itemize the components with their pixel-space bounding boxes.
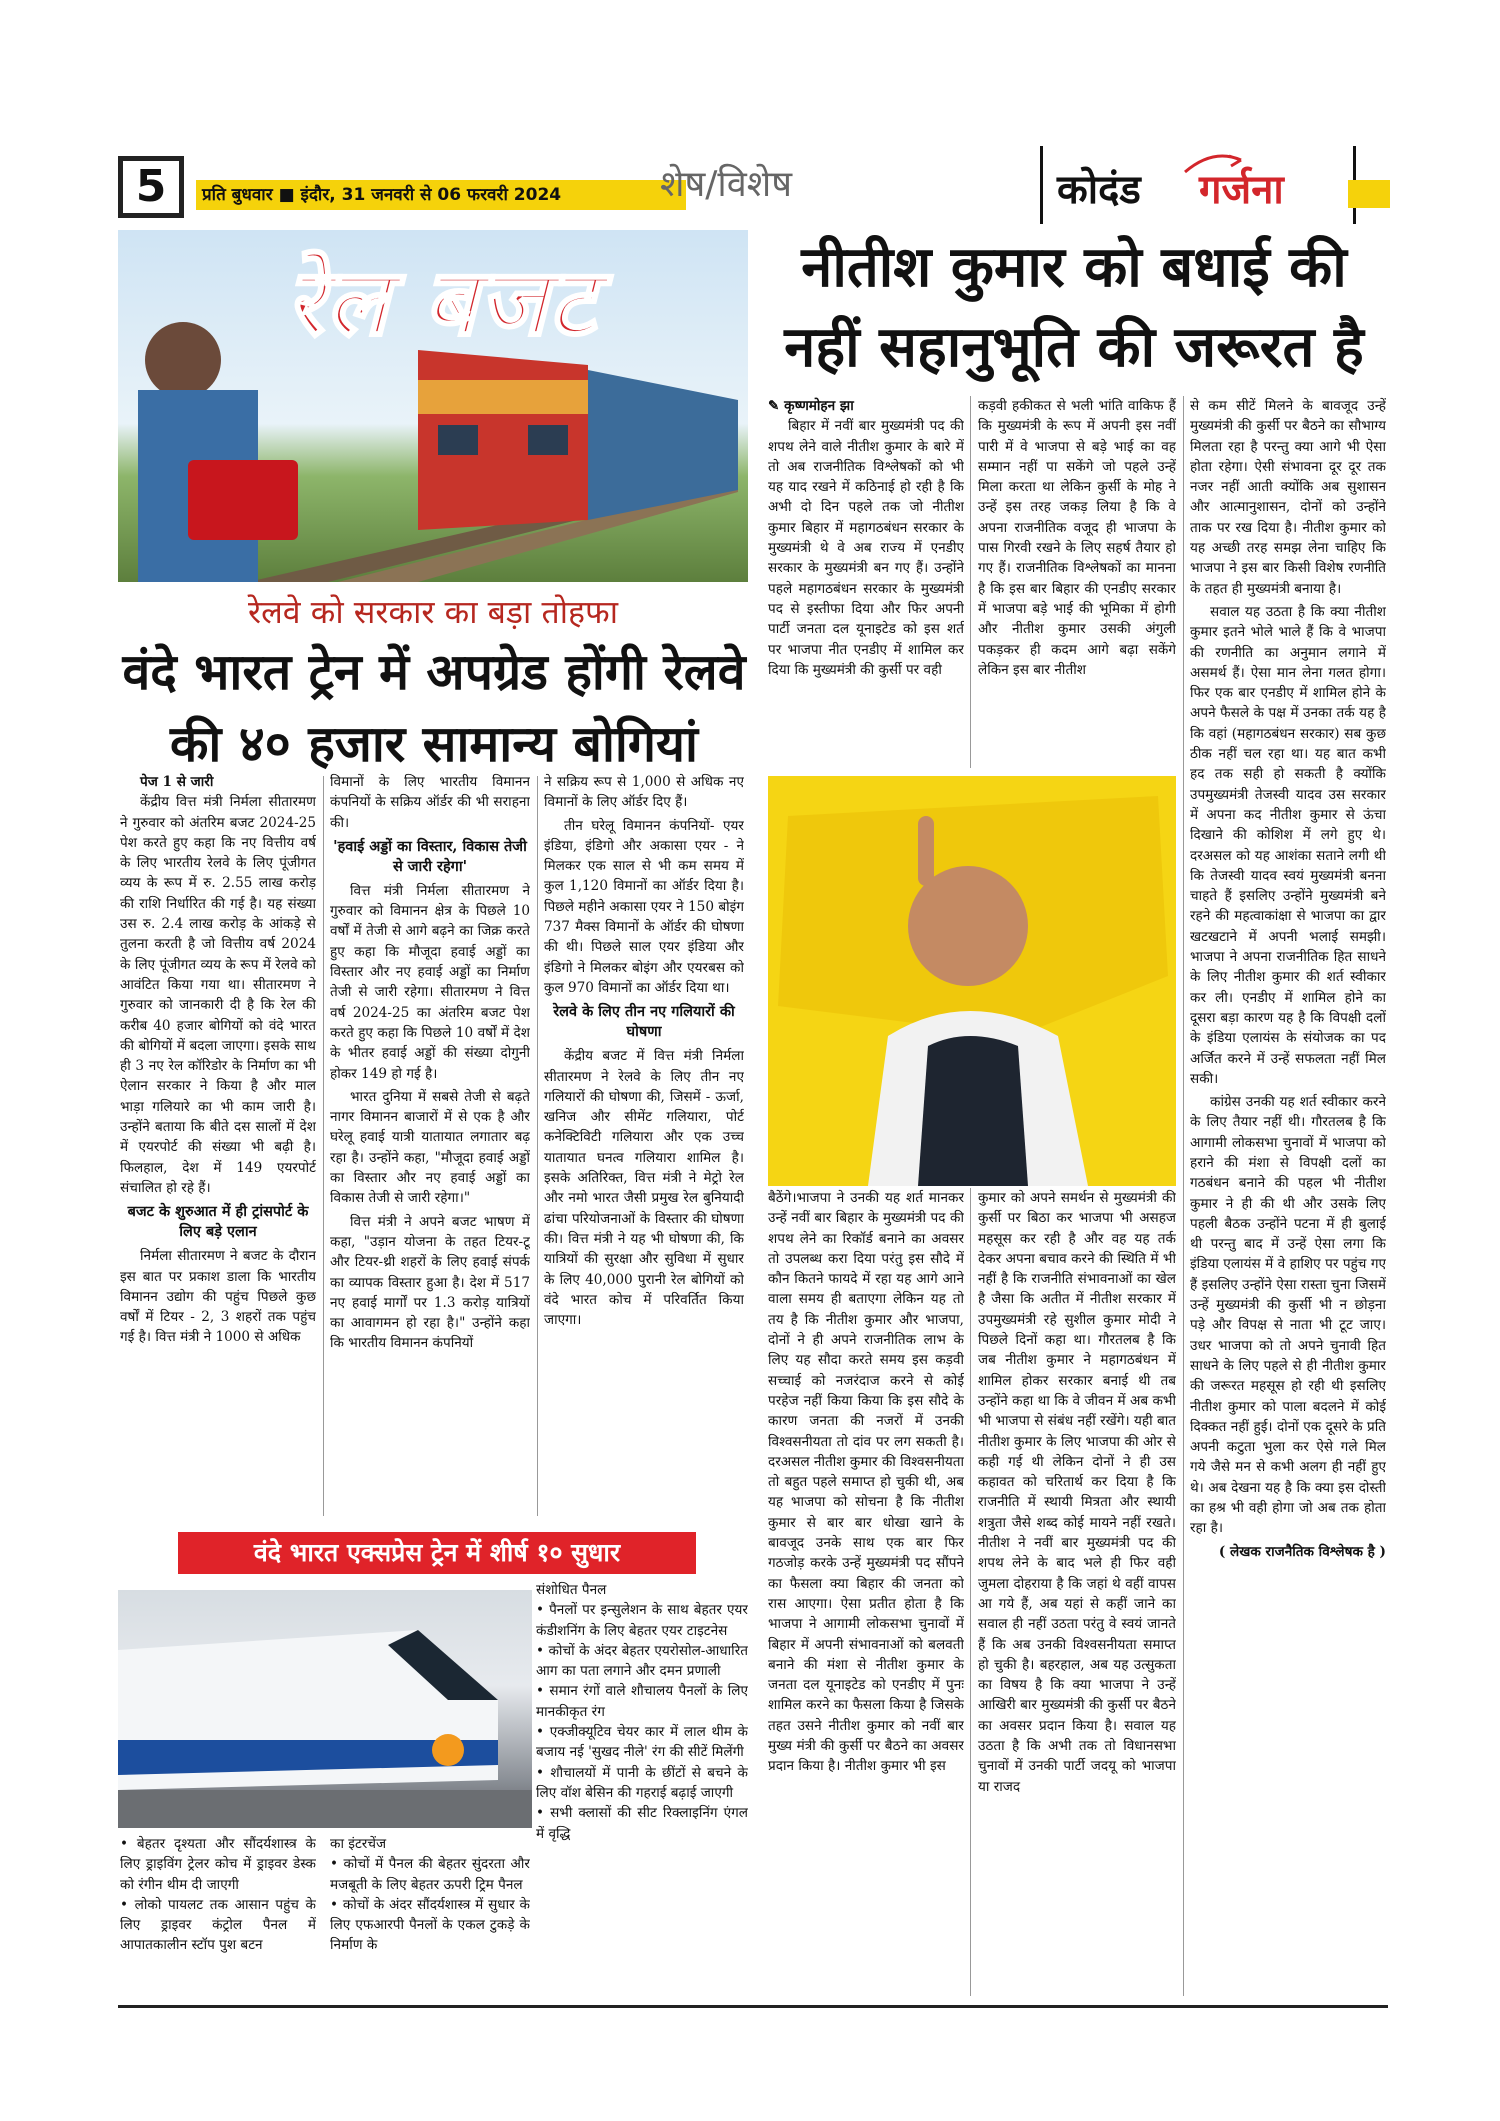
paragraph: ने सक्रिय रूप से 1,000 से अधिक नए विमानों के लिए ऑर्डर दिए हैं। [544, 774, 744, 811]
right-headline [764, 228, 1384, 388]
list-item: • कोचों के अंदर बेहतर एयरोसोल-आधारित आग का पता लगाने और दमन प्रणाली [536, 1642, 748, 1680]
list-item: • शौचालयों में पानी के छींटों से बचने के लिए वॉश बेसिन की गहराई बढ़ाई जाएगी [536, 1764, 748, 1801]
dateline: प्रति बुधवार ■ इंदौर, 31 जनवरी से 06 फरवरी 2024 [202, 185, 562, 205]
vande-mid-list [330, 1834, 530, 1994]
header-accent [1348, 180, 1390, 208]
column-divider [537, 776, 538, 1516]
author-name: कृष्णमोहन झा [784, 398, 854, 414]
right-headline-line1: नीतीश कुमार को बधाई की [801, 235, 1347, 300]
vande-left-list [120, 1834, 316, 1994]
left-col-1 [120, 772, 316, 1516]
masthead-logo [1040, 146, 1356, 224]
left-headline-line1: वंदे भारत ट्रेन में अपग्रेड होंगी रेलवे [122, 643, 746, 701]
list-item: • पैनलों पर इन्सुलेशन के साथ बेहतर एयर कंडीशनिंग के लिए बेहतर एयर टाइटनेस [536, 1602, 748, 1639]
column-divider [970, 1188, 971, 1996]
list-item: का इंटरचेंज [330, 1836, 387, 1852]
paragraph: तीन घरेलू विमानन कंपनियों- एयर इंडिया, इंडिगो और अकासा एयर - ने मिलकर एक साल से भी कम समय में कुल 1,120 विमानों का ऑर्डर दिया है। पिछले महीने अकासा एयर ने 150 बोइंग 737 मैक्स विमानों के ऑर्डर की घोषणा की थी। पिछले साल एयर इंडिया और इंडिगो ने मिलकर बोइंग और एयरबस को कुल 970 विमानों का ऑर्डर दिया था। [544, 817, 744, 996]
list-item: • एक्जीक्यूटिव चेयर कार में लाल थीम के बजाय नई 'सुखद नीले' रंग की सीटें मिलेंगी [536, 1724, 748, 1761]
paragraph: कुमार को अपने समर्थन से मुख्यमंत्री की कुर्सी पर बिठा कर भाजपा भी असहज महसूस कर रही है और वह यह तर्क देकर अपना बचाव करने की स्थिति में भी नहीं है कि राजनीति संभावनाओं का खेल है जैसा कि अतीत में नीतीश सरकार में उपमुख्यमंत्री रहे सुशील कुमार मोदी ने पिछले दिनों कहा था। गौरतलब है कि जब नीतीश कुमार ने महागठबंधन में शामिल होकर सरकार बनाई थी तब उन्होंने कहा था कि वे जीवन में अब कभी भी भाजपा से संबंध नहीं रखेंगे। यही बात नीतीश कुमार के लिए भाजपा की ओर से कही गई थी लेकिन दोनों ने ही उस कहावत को चरितार्थ कर दिया है कि राजनीति में स्थायी मित्रता और स्थायी शत्रुता जैसे शब्द कोई मायने नहीं रखते। नीतीश ने नवीं बार मुख्यमंत्री पद की शपथ लेने के बाद भले ही फिर वही जुमला दोहराया है कि जहां थे वहीं वापस आ गये हैं, अब यहां से कहीं जाने का सवाल ही नहीं उठता परंतु वे स्वयं जानते हैं कि अब उनकी विश्वसनीयता समाप्त हो चुकी है। बहरहाल, अब यह उत्सुकता का विषय है कि क्या भाजपा ने उन्हें आखिरी बार मुख्यमंत्री की कुर्सी पर बैठने का अवसर प्रदान किया है। सवाल यह उठता है कि अभी तक तो विधानसभा चुनावों में उनकी पार्टी जदयू को भाजपा या राजद [978, 1190, 1176, 1795]
dateline-bar [196, 180, 686, 210]
right-col-b-top [978, 396, 1176, 768]
logo-part2: गर्जना [1199, 167, 1284, 213]
paragraph: भारत दुनिया में सबसे तेजी से बढ़ते नागर विमानन बाजारों में से एक है और घरेलू हवाई यात्री यातायात लगातार बढ़ रहा है। उन्होंने कहा, "मौजूदा हवाई अड्डों का विस्तार और नए हवाई अड्डों का विकास तेजी से जारी रहेगा।" [330, 1088, 530, 1207]
paragraph: निर्मला सीतारमण ने बजट के दौरान इस बात पर प्रकाश डाला कि भारतीय विमानन उद्योग की पहुंच पिछले कुछ वर्षों में टियर - 2, 3 शहरों तक पहुंच गई है। वित्त मंत्री ने 1000 से अधिक [120, 1248, 316, 1346]
list-item: संशोधित पैनल [536, 1582, 607, 1598]
paragraph: कड़वी हकीकत से भली भांति वाकिफ हैं कि मुख्यमंत्री के रूप में अपनी इस नवीं पारी में वे भाजपा से बड़े भाई का वह सम्मान नहीं पा सकेंगे जो पहले उन्हें मिला करता था लेकिन कुर्सी के मोह ने उन्हें इस तरह जकड़ लिया है कि वे अपना राजनीतिक वजूद ही भाजपा के पास गिरवी रखने के लिए सहर्ष तैयार हो गए हैं। राजनीतिक विश्लेषकों का मानना है कि इस बार बिहार की एनडीए सरकार में भाजपा बड़े भाई की भूमिका में होगी और नीतीश कुमार उसकी अंगुली पकड़कर ही कदम आगे बढ़ा सकेंगे लेकिन इस बार नीतीश [978, 398, 1176, 678]
list-item: • कोचों के अंदर सौंदर्यशास्त्र में सुधार के लिए एफआरपी पैनलों के एकल टुकड़े के निर्माण के [330, 1896, 530, 1954]
list-item: • सभी क्लासों की सीट रिक्लाइनिंग एंगल में वृद्धि [536, 1805, 748, 1842]
right-col-a-top [768, 396, 964, 768]
page-number: 5 [118, 156, 184, 218]
paragraph: बिहार में नवीं बार मुख्यमंत्री पद की शपथ लेने वाले नीतीश कुमार के बारे में तो अब राजनीतिक विश्लेषकों को भी यह याद रखने में कठिनाई हो रही है कि अभी दो दिन पहले तक जो नीतीश कुमार बिहार में महागठबंधन सरकार के मुख्यमंत्री थे वे अब राज्य में एनडीए सरकार के मुख्यमंत्री बन गए हैं। उन्होंने पहले महागठबंधन सरकार के मुख्यमंत्री पद से इस्तीफा दिया और फिर अपनी पार्टी जनता दल यूनाइटेड को इस शर्त पर भाजपा नीत एनडीए में शामिल कर दिया कि मुख्यमंत्री की कुर्सी पर वही [768, 418, 964, 678]
column-divider [323, 776, 324, 1516]
vande-banner: वंदे भारत एक्सप्रेस ट्रेन में शीर्ष १० सुधार [178, 1532, 696, 1574]
subheading: बजट के शुरुआत में ही ट्रांसपोर्ट के लिए बड़े एलान [127, 1203, 309, 1241]
list-item: • लोको पायलट तक आसान पहुंच के लिए ड्राइवर कंट्रोल पैनल में आपातकालीन स्टॉप पुश बटन [120, 1896, 316, 1954]
left-col-3 [544, 772, 744, 1516]
vande-train-illustration [118, 1590, 532, 1828]
jump-line: पेज 1 से जारी [140, 774, 214, 790]
nitish-kumar-photo [768, 776, 1176, 1186]
subheading: रेलवे के लिए तीन नए गलियारों की घोषणा [553, 1003, 735, 1041]
right-col-b-bottom [978, 1188, 1176, 1996]
rail-budget-photo [118, 230, 748, 582]
author-byline [768, 396, 964, 416]
portrait-illustration [768, 776, 1176, 1186]
vande-right-list [536, 1580, 748, 1992]
list-item: • कोचों में पैनल की बेहतर सुंदरता और मजबूती के लिए बेहतर ऊपरी ट्रिम पैनल [330, 1856, 530, 1893]
paragraph: वित्त मंत्री ने अपने बजट भाषण में कहा, "उड़ान योजना के तहत टियर-टू और टियर-थ्री शहरों के लिए हवाई संपर्क का व्यापक विस्तार हुआ है। देश में 517 नए हवाई मार्गों पर 1.3 करोड़ यात्रियों का आवागमन हो रहा है।" उन्होंने कहा कि भारतीय विमानन कंपनियों [330, 1213, 530, 1352]
vande-bharat-photo [118, 1590, 532, 1828]
left-col-2 [330, 772, 530, 1516]
subheading: 'हवाई अड्डों का विस्तार, विकास तेजी से जारी रहेगा' [333, 837, 527, 875]
paragraph: से कम सीटें मिलने के बावजूद उन्हें मुख्यमंत्री की कुर्सी पर बैठने का सौभाग्य मिलता रहा है परन्तु क्या आगे भी ऐसा होता रहेगा। ऐसी संभावना दूर दूर तक नजर नहीं आती क्योंकि अब सुशासन और आत्मानुशासन, दोनों को उन्होंने ताक पर रख दिया है। नीतीश कुमार को यह अच्छी तरह समझ लेना चाहिए कि भाजपा ने इस बार किसी विशेष रणनीति के तहत ही मुख्यमंत्री बनाया है। [1190, 398, 1386, 597]
paragraph: बैठेंगे।भाजपा ने उनकी यह शर्त मानकर उन्हें नवीं बार बिहार के मुख्यमंत्री पद की शपथ लेने का रिकॉर्ड बनाने का अवसर तो उपलब्ध करा दिया परंतु इस सौदे में कौन कितने फायदे में रहा यह आगे आने वाला समय ही बताएगा लेकिन यह तो तय है कि नीतीश कुमार और भाजपा, दोनों ने ही अपने राजनीतिक लाभ के लिए यह सौदा करते समय इस कड़वी सच्चाई को नजरंदाज करने से कोई परहेज नहीं किया किया कि इस सौदे के कारण जनता की नजरों में उनकी विश्वसनीयता तो दांव पर लग सकती है। दरअसल नीतीश कुमार की विश्वसनीयता तो बहुत पहले समाप्त हो चुकी थी, अब यह भाजपा को सोचना है कि नीतीश कुमार से बार बार धोखा खाने के बावजूद उनके साथ एक बार फिर गठजोड़ करके उन्हें मुख्यमंत्री पद सौंपने का फैसला क्या बिहार की जनता को रास आएगा। ऐसा प्रतीत होता है कि भाजपा ने आगामी लोकसभा चुनावों में बिहार में अपनी संभावनाओं को बलवती बनाने की मंशा से नीतीश कुमार के जनता दल यूनाइटेड को एनडीए में पुनः शामिल करने का फैसला किया है जिसके तहत उसने नीतीश कुमार को नवीं बार मुख्य मंत्री की कुर्सी पर बैठने का अवसर प्रदान किया है। नीतीश कुमार भी इस [768, 1190, 964, 1775]
paragraph: कांग्रेस उनकी यह शर्त स्वीकार करने के लिए तैयार नहीं थी। गौरतलब है कि आगामी लोकसभा चुनावों में भाजपा को हराने की मंशा से विपक्षी दलों का गठबंधन बनाने की पहल भी नीतीश कुमार ने ही की थी और उसके लिए पहली बैठक उन्होंने पटना में ही बुलाई थी परन्तु बाद में उन्हें ऐसा लगा कि इंडिया एलायंस में वे हाशिए पर पहुंच गए हैं इसलिए उन्होंने ऐसा रास्ता चुना जिसमें उन्हें मुख्यमंत्री की कुर्सी भी न छोड़ना पड़े और विपक्ष से नाता भी टूट जाए। उधर भाजपा को तो अपने चुनावी हित साधने के लिए पहले से ही नीतीश कुमार की जरूरत महसूस हो रही थी इसलिए नीतीश कुमार को पाला बदलने में कोई दिक्कत नहीं हुई। दोनों एक दूसरे के प्रति अपनी कटुता भुला कर ऐसे गले मिल गये जैसे मन से कभी अलग ही नहीं हुए थे। अब देखना यह है कि क्या इस दोस्ती का हश्र भी वही होगा जो अब तक होता रहा है। [1190, 1094, 1386, 1537]
column-divider [1183, 396, 1184, 1996]
list-item: • समान रंगों वाले शौचालय पैनलों के लिए मानकीकृत रंग [536, 1683, 748, 1720]
bottom-rule [118, 2005, 1388, 2008]
paragraph: केंद्रीय वित्त मंत्री निर्मला सीतारमण ने गुरुवार को अंतरिम बजट 2024-25 पेश करते हुए कहा कि नए वित्तीय वर्ष के लिए भारतीय रेलवे के लिए पूंजीगत व्यय के रूप में रु. 2.55 लाख करोड़ की राशि निर्धारित की गई है। यह संख्या उस रु. 2.4 लाख करोड़ के आंकड़े से तुलना करती है जो वित्तीय वर्ष 2024 के लिए पूंजीगत व्यय के रूप में रेलवे को आवंटित किया गया था। सीतारमण ने गुरुवार को जानकारी दी है कि रेल की करीब 40 हजार बोगियों को वंदे भारत की बोगियों में बदला जाएगा। इसके साथ ही 3 नए रेल कॉरिडोर के निर्माण का भी ऐलान सरकार ने किया है और माल भाड़ा गलियारे का भी काम जारी है। उन्होंने बताया कि बीते दस सालों में देश में एयरपोर्ट की संख्या भी बढ़ी है। फिलहाल, देश में 149 एयरपोर्ट संचालित हो रहे हैं। [120, 794, 316, 1196]
paragraph: वित्त मंत्री निर्मला सीतारमण ने गुरुवार को विमानन क्षेत्र के पिछले 10 वर्षों में तेजी से आगे बढ़ने का जिक्र करते हुए कहा कि मौजूदा हवाई अड्डों का विस्तार और नए हवाई अड्डों का निर्माण तेजी से जारी रहेगा। सीतारमण ने वित्त वर्ष 2024-25 का अंतरिम बजट पेश करते हुए कहा कि पिछले 10 वर्षों में देश के भीतर हवाई अड्डों की संख्या दोगुनी होकर 149 हो गई है। [330, 882, 530, 1082]
paragraph: विमानों के लिए भारतीय विमानन कंपनियों के सक्रिय ऑर्डर की भी सराहना की। [330, 774, 530, 831]
pen-icon: ✎ [768, 398, 780, 414]
right-col-c [1190, 396, 1386, 2000]
rail-budget-title: रेल बजट [286, 249, 598, 356]
paragraph: सवाल यह उठता है कि क्या नीतीश कुमार इतने भोले भाले हैं कि वे भाजपा की रणनीति का अनुमान लगाने में असमर्थ हैं। ऐसा मान लेना गलत होगा। फिर एक बार एनडीए में शामिल होने के अपने फैसले के पक्ष में उनका तर्क यह है कि वहां (महागठबंधन सरकार) सब कुछ ठीक नहीं चल रहा था। यह बात कभी हद तक सही हो सकती है क्योंकि उपमुख्यमंत्री तेजस्वी यादव उस सरकार में अपना कद नीतीश कुमार से ऊंचा दिखाने की कोशिश में लगे हुए थे। दरअसल को यह आशंका सताने लगी थी कि तेजस्वी यादव स्वयं मुख्यमंत्री बनना चाहते हैं इसलिए उन्होंने मुख्यमंत्री बने रहने की महत्वाकांक्षा से भाजपा का द्वार खटखटाने में अपनी भलाई समझी। भाजपा ने अपना राजनीतिक हित साधने के लिए नीतीश कुमार की शर्त स्वीकार कर ली। एनडीए में शामिल होने का दूसरा बड़ा कारण यह है कि विपक्षी दलों के इंडिया एलायंस के संयोजक का पद अर्जित करने में उन्हें सफलता नहीं मिल सकी। [1190, 603, 1386, 1087]
author-credit: ( लेखक राजनैतिक विश्लेषक है ) [1218, 1543, 1386, 1560]
kicker: रेलवे को सरकार का बड़ा तोहफा [248, 593, 618, 631]
right-col-a-bottom [768, 1188, 964, 1996]
paragraph: केंद्रीय बजट में वित्त मंत्री निर्मला सीतारमण ने रेलवे के लिए तीन नए गलियारों की घोषणा की, जिसमें - ऊर्जा, खनिज और सीमेंट गलियारा, पोर्ट कनेक्टिविटी गलियारा और एक उच्च यातायात घनत्व गलियारा शामिल है। इसके अतिरिक्त, वित्त मंत्री ने मेट्रो रेल और नमो भारत जैसी प्रमुख रेल बुनियादी ढांचा परियोजनाओं के विस्तार की घोषणा की। वित्त मंत्री ने यह भी घोषणा की, कि यात्रियों की सुरक्षा और सुविधा में सुधार के लिए 40,000 पुरानी रेल बोगियों को वंदे भारत कोच में परिवर्तित किया जाएगा। [544, 1048, 744, 1329]
column-divider [970, 396, 971, 768]
left-headline [112, 636, 756, 780]
logo-part1: कोदंड [1057, 167, 1141, 213]
left-headline-line2: की ४० हजार सामान्य बोगियां [170, 715, 698, 773]
section-title: शेष/विशेष [660, 164, 793, 205]
list-item: • बेहतर दृश्यता और सौंदर्यशास्त्र के लिए ड्राइविंग ट्रेलर कोच में ड्राइवर डेस्क को रंगीन थीम दी जाएगी [120, 1836, 316, 1893]
right-headline-line2: नहीं सहानुभूति की जरूरत है [784, 315, 1364, 380]
